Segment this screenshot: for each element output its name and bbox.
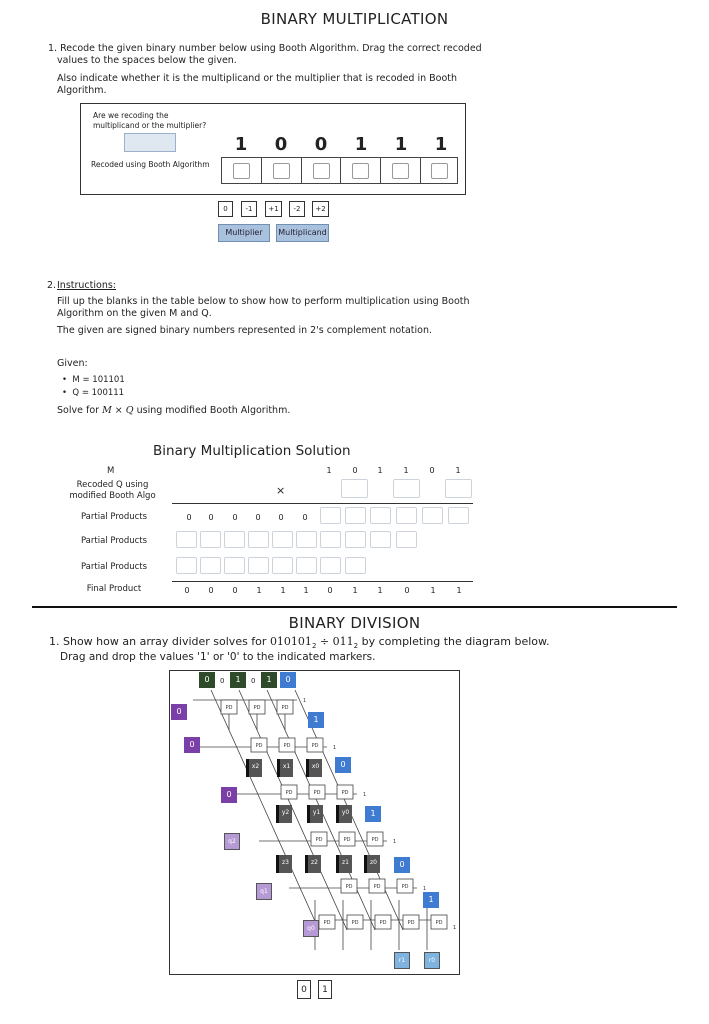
final-product-label: Final Product xyxy=(86,584,142,594)
pp3-drop[interactable] xyxy=(296,557,317,574)
pp3-drop[interactable] xyxy=(345,557,366,574)
pp3-drop[interactable] xyxy=(320,557,341,574)
pp3-drop[interactable] xyxy=(248,557,269,574)
drag-value-0[interactable]: 0 xyxy=(297,980,311,999)
panel-bit: 1 xyxy=(434,134,448,155)
solve-instruction: Solve for M × Q using modified Booth Algorithm. xyxy=(57,405,291,416)
recoded-q-drop[interactable] xyxy=(445,479,472,498)
solution-title: Binary Multiplication Solution xyxy=(153,443,351,459)
times-sign: × xyxy=(276,484,286,497)
right-value-box[interactable]: 1 xyxy=(423,892,439,908)
m-bit: 0 xyxy=(429,466,435,475)
chip-minus-1[interactable]: -1 xyxy=(241,201,257,217)
pp-label-3: Partial Products xyxy=(80,562,148,572)
pp2-drop[interactable] xyxy=(345,531,366,548)
pd-cell-label: PD xyxy=(401,884,409,890)
drag-value-1[interactable]: 1 xyxy=(318,980,332,999)
recoded-slot[interactable] xyxy=(381,158,421,183)
question-1-line-1: 1. Recode the given binary number below using Booth Algorithm. Drag the correct recoded xyxy=(48,43,482,54)
quotient-marker[interactable]: q2 xyxy=(224,833,240,850)
y-marker[interactable]: y1 xyxy=(307,805,323,823)
pp1-drop[interactable] xyxy=(396,507,417,524)
question-2-number: 2. xyxy=(47,280,57,291)
panel-question xyxy=(93,111,206,131)
row-q-label xyxy=(60,480,165,502)
pp1-bit: 0 xyxy=(232,513,238,522)
pp1-drop[interactable] xyxy=(370,507,391,524)
pp2-drop[interactable] xyxy=(272,531,293,548)
recoded-slots xyxy=(221,157,458,184)
pd-cell-label: PD xyxy=(343,837,351,843)
recode-target-drop[interactable] xyxy=(124,133,176,152)
recoded-slot[interactable] xyxy=(222,158,262,183)
final-bit: 1 xyxy=(303,586,309,595)
m-bit: 1 xyxy=(403,466,409,475)
pp-label-2: Partial Products xyxy=(80,536,148,546)
recoded-slot[interactable] xyxy=(421,158,457,183)
recoded-slot[interactable] xyxy=(262,158,302,183)
panel-bit: 0 xyxy=(274,134,288,155)
carry-in-label: 1 xyxy=(453,925,457,931)
pd-cell-label: PD xyxy=(283,743,291,749)
chip-0[interactable]: 0 xyxy=(218,201,233,217)
panel-bit: 0 xyxy=(314,134,328,155)
pd-cell-label: PD xyxy=(313,790,321,796)
pd-cell-label: PD xyxy=(345,884,353,890)
panel-bits-row xyxy=(221,134,461,156)
multiplier-button[interactable]: Multiplier xyxy=(218,224,270,242)
division-title: BINARY DIVISION xyxy=(288,614,421,632)
pp2-drop[interactable] xyxy=(224,531,245,548)
pp1-drop[interactable] xyxy=(320,507,341,524)
pp1-bit: 0 xyxy=(186,513,192,522)
pp3-drop[interactable] xyxy=(272,557,293,574)
top-value-box[interactable]: 0 xyxy=(280,672,296,688)
pd-cell-label: PD xyxy=(435,920,443,926)
pp1-drop[interactable] xyxy=(422,507,443,524)
final-bit: 0 xyxy=(232,586,238,595)
remainder-marker[interactable]: r1 xyxy=(394,952,410,969)
x-marker[interactable]: x1 xyxy=(277,759,293,777)
carry-in-label: 1 xyxy=(393,839,397,845)
given-label: Given: xyxy=(57,358,88,369)
top-value-box[interactable]: 1 xyxy=(230,672,246,688)
final-bit: 1 xyxy=(352,586,358,595)
pp1-bit: 0 xyxy=(255,513,261,522)
chip-plus-1[interactable]: +1 xyxy=(265,201,282,217)
question-1-line-3: Also indicate whether it is the multiplicand or the multiplier that is recoded in Booth xyxy=(57,73,458,84)
z-marker[interactable]: z1 xyxy=(336,855,352,873)
chip-minus-2[interactable]: -2 xyxy=(289,201,305,217)
right-value-box[interactable]: 0 xyxy=(394,857,410,873)
z-marker[interactable]: z3 xyxy=(276,855,292,873)
pp2-drop[interactable] xyxy=(296,531,317,548)
carry-in-label: 1 xyxy=(363,792,367,798)
question-1-line-2: values to the spaces below the given. xyxy=(57,55,237,66)
panel-bit: 1 xyxy=(234,134,248,155)
question-2-line-2: Algorithm on the given M and Q. xyxy=(57,308,212,319)
pp3-drop[interactable] xyxy=(224,557,245,574)
multiplication-title: BINARY MULTIPLICATION xyxy=(260,10,449,28)
left-value-box[interactable]: 0 xyxy=(221,787,237,803)
carry-in-label: 1 xyxy=(303,698,307,704)
pd-cell-label: PD xyxy=(225,705,233,711)
carry-in-label: 1 xyxy=(423,886,427,892)
given-list xyxy=(62,374,125,400)
panel-question-line-2: multiplicand or the multiplier? xyxy=(93,121,207,130)
pp3-drop[interactable] xyxy=(200,557,221,574)
pd-cell-label: PD xyxy=(373,884,381,890)
panel-bit: 1 xyxy=(394,134,408,155)
table-rule-1 xyxy=(172,503,473,504)
pp2-drop[interactable] xyxy=(248,531,269,548)
carry-in-label: 1 xyxy=(333,745,337,751)
top-value-box[interactable]: 0 xyxy=(199,672,215,688)
row-m-label: M xyxy=(107,466,115,476)
pd-cell-label: PD xyxy=(351,920,359,926)
recoded-slot[interactable] xyxy=(302,158,342,183)
pp3-drop[interactable] xyxy=(176,557,197,574)
pp-label-1: Partial Products xyxy=(80,512,148,522)
final-bit: 0 xyxy=(327,586,333,595)
question-1-line-4: Algorithm. xyxy=(57,85,107,96)
panel-bit: 1 xyxy=(354,134,368,155)
pd-cell-label: PD xyxy=(253,705,261,711)
division-question-line-1: 1. Show how an array divider solves for $010101_2 \div 011_2$ by completing the diagram below. xyxy=(49,635,550,651)
pp1-drop[interactable] xyxy=(448,507,469,524)
quotient-marker[interactable]: q1 xyxy=(256,883,272,900)
x-marker[interactable]: x0 xyxy=(306,759,322,777)
m-bit: 1 xyxy=(377,466,383,475)
recoded-slot[interactable] xyxy=(341,158,381,183)
pp1-bit: 0 xyxy=(302,513,308,522)
pd-cell-label: PD xyxy=(285,790,293,796)
right-value-box[interactable]: 1 xyxy=(308,712,324,728)
remainder-marker[interactable]: r0 xyxy=(424,952,440,969)
final-bit: 1 xyxy=(430,586,436,595)
x-marker[interactable]: x2 xyxy=(246,759,262,777)
pd-cell-label: PD xyxy=(371,837,379,843)
pd-cell-label: PD xyxy=(323,920,331,926)
pp2-drop[interactable] xyxy=(396,531,417,548)
pd-cell-label: PD xyxy=(311,743,319,749)
given-item-m: • M = 101101 xyxy=(62,375,125,385)
recoded-q-drop[interactable] xyxy=(341,479,368,498)
final-bit: 1 xyxy=(377,586,383,595)
row-q-label-2: modified Booth Algo xyxy=(69,491,156,501)
m-bit: 1 xyxy=(326,466,332,475)
pp2-drop[interactable] xyxy=(176,531,197,548)
pd-cell-label: PD xyxy=(315,837,323,843)
panel-recoded-label: Recoded using Booth Algorithm xyxy=(91,160,210,169)
y-marker[interactable]: y0 xyxy=(336,805,352,823)
final-bit: 1 xyxy=(280,586,286,595)
panel-question-line-1: Are we recoding the xyxy=(93,111,169,120)
final-bit: 0 xyxy=(208,586,214,595)
right-value-box[interactable]: 0 xyxy=(335,757,351,773)
pd-cell-label: PD xyxy=(379,920,387,926)
row-q-label-1: Recoded Q using xyxy=(76,480,149,490)
z-marker[interactable]: z2 xyxy=(305,855,321,873)
top-value-box[interactable]: 1 xyxy=(261,672,277,688)
question-2-line-1: Fill up the blanks in the table below to show how to perform multiplication using Booth xyxy=(57,296,470,307)
final-bit: 0 xyxy=(184,586,190,595)
question-2-line-3: The given are signed binary numbers represented in 2's complement notation. xyxy=(57,325,433,336)
left-value-box[interactable]: 0 xyxy=(184,737,200,753)
pd-cell-label: PD xyxy=(341,790,349,796)
top-value-static: 0 xyxy=(251,677,256,685)
pp1-drop[interactable] xyxy=(345,507,366,524)
pp1-bit: 0 xyxy=(278,513,284,522)
section-divider xyxy=(32,606,677,608)
pp1-bit: 0 xyxy=(208,513,214,522)
z-marker[interactable]: z0 xyxy=(364,855,380,873)
final-bit: 0 xyxy=(404,586,410,595)
final-bit: 1 xyxy=(256,586,262,595)
pd-cell-label: PD xyxy=(407,920,415,926)
m-bit: 1 xyxy=(455,466,461,475)
pd-cell-label: PD xyxy=(281,705,289,711)
y-marker[interactable]: y2 xyxy=(276,805,292,823)
right-value-box[interactable]: 1 xyxy=(365,806,381,822)
recode-panel xyxy=(80,103,466,195)
question-2-heading: Instructions: xyxy=(57,280,116,291)
division-question-line-2: Drag and drop the values '1' or '0' to the indicated markers. xyxy=(60,651,376,663)
pp2-drop[interactable] xyxy=(200,531,221,548)
final-bit: 1 xyxy=(456,586,462,595)
recoded-q-drop[interactable] xyxy=(393,479,420,498)
quotient-marker[interactable]: q0 xyxy=(303,920,319,937)
chip-plus-2[interactable]: +2 xyxy=(312,201,329,217)
pp2-drop[interactable] xyxy=(370,531,391,548)
m-bit: 0 xyxy=(352,466,358,475)
left-value-box[interactable]: 0 xyxy=(171,704,187,720)
pp2-drop[interactable] xyxy=(320,531,341,548)
table-rule-2 xyxy=(172,581,473,582)
multiplicand-button[interactable]: Multiplicand xyxy=(276,224,329,242)
pd-cell-label: PD xyxy=(255,743,263,749)
given-item-q: • Q = 100111 xyxy=(62,388,125,398)
top-value-static: 0 xyxy=(220,677,225,685)
